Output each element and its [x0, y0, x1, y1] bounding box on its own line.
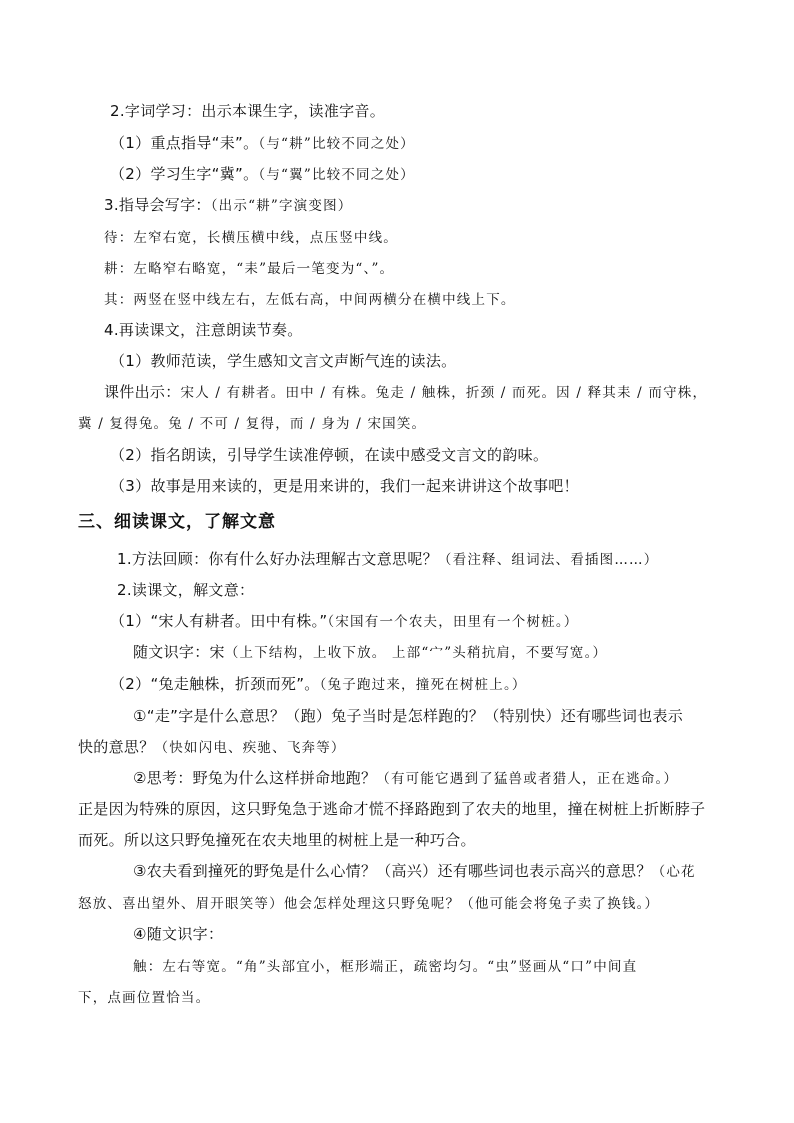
paragraph-line: 快的意思？（快如闪电、疾驰、飞奔等） — [78, 738, 346, 756]
paragraph-line: 课件出示：宋人 / 有耕者。田中 / 有株。兔走 / 触株，折颈 / 而死。因 / 释其耒 / 而守株， — [104, 383, 708, 401]
paragraph-line: （2）学习生字“冀”。（与“翼”比较不同之处） — [110, 165, 415, 183]
paragraph-line: ④随文识字： — [133, 925, 224, 943]
paragraph-line: （2）指名朗读，引导学生读准停顿，在读中感受文言文的韵味。 — [110, 446, 549, 464]
paragraph-line: （2）“兔走触株，折颈而死”。（兔子跑过来，撞死在树桩上。） — [110, 675, 527, 693]
paragraph-line: 2.读课文，解文意： — [117, 581, 255, 599]
paragraph-line: 3.指导会写字：（出示“耕”字演变图） — [104, 196, 353, 214]
paragraph-line: 4.再读课文，注意朗读节奏。 — [104, 321, 303, 339]
paragraph-line: 耕：左略窄右略宽，“耒”最后一笔变为“、”。 — [104, 261, 395, 277]
paragraph-line: （1）“宋人有耕者。田中有株。”（宋国有一个农夫，田里有一个树桩。） — [110, 612, 579, 630]
paragraph-line: ②思考：野兔为什么这样拼命地跑？（有可能它遇到了猛兽或者猎人，正在逃命。） — [133, 769, 679, 787]
paragraph-line: 待：左窄右宽，长横压横中线，点压竖中线。 — [104, 230, 398, 246]
paragraph-line: 随文识字：宋（上下结构，上收下放。 上部“宀”头稍抗肩，不要写宽。） — [133, 643, 608, 661]
paragraph-line: ③农夫看到撞死的野兔是什么心情？（高兴）还有哪些词也表示高兴的意思？（心花 — [133, 862, 696, 880]
paragraph-line: ①“走”字是什么意思？（跑）兔子当时是怎样跑的？（特别快）还有哪些词也表示 — [133, 707, 684, 725]
paragraph-line: 其：两竖在竖中线左右，左低右高，中间两横分在横中线上下。 — [104, 292, 516, 308]
section-heading: 三、细读课文，了解文意 — [78, 512, 276, 532]
paragraph-line: 而死。所以这只野兔撞死在农夫地里的树桩上是一种巧合。 — [78, 831, 476, 849]
paragraph-line: 1.方法回顾：你有什么好办法理解古文意思呢？（看注释、组词法、看插图……） — [117, 550, 659, 568]
paragraph-line: 冀 / 复得兔。兔 / 不可 / 复得，而 / 身为 / 宋国笑。 — [78, 416, 427, 432]
paragraph-line: 触：左右等宽。“角”头部宜小，框形端正，疏密均匀。“虫”竖画从“口”中间直 — [133, 959, 638, 975]
paragraph-line: 正是因为特殊的原因，这只野兔急于逃命才慌不择路跑到了农夫的地里，撞在树桩上折断脖子 — [78, 800, 706, 818]
paragraph-line: 怒放、喜出望外、眉开眼笑等）他会怎样处理这只野兔呢？（他可能会将兔子卖了换钱。） — [78, 896, 660, 912]
paragraph-line: （1）教师范读，学生感知文言文声断气连的读法。 — [110, 352, 457, 370]
paragraph-line: 下，点画位置恰当。 — [78, 990, 211, 1006]
paragraph-line: （1）重点指导“耒”。（与“耕”比较不同之处） — [110, 134, 415, 152]
paragraph-line: 2.字词学习：出示本课生字，读准字音。 — [110, 102, 386, 120]
paragraph-line: （3）故事是用来读的，更是用来讲的，我们一起来讲讲这个故事吧！ — [110, 477, 579, 495]
